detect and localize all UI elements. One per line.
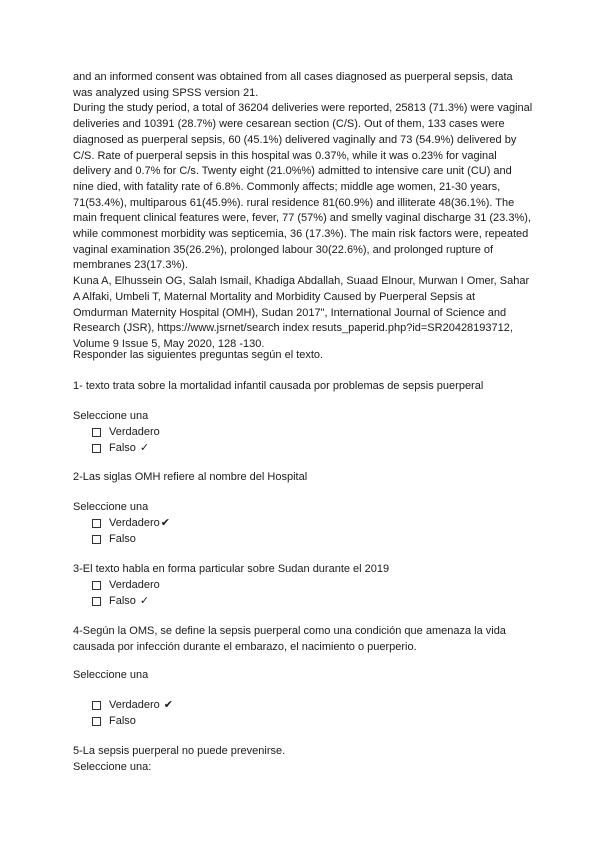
q3-option-falso[interactable] xyxy=(92,594,149,608)
checkbox[interactable] xyxy=(92,444,101,453)
q1-option-falso[interactable] xyxy=(92,441,149,455)
checkbox[interactable] xyxy=(92,701,101,710)
q4-option-falso[interactable] xyxy=(92,714,140,728)
question-2-prompt: Seleccione una xyxy=(73,501,149,513)
checkbox[interactable] xyxy=(92,597,101,606)
study-summary xyxy=(73,70,533,353)
option-label: Falso xyxy=(109,715,136,727)
question-2-text: 2-Las siglas OMH refiere al nombre del Hospital xyxy=(73,471,308,483)
checkbox[interactable] xyxy=(92,581,101,590)
option-label: Falso xyxy=(109,533,136,545)
q1-option-verdadero[interactable] xyxy=(92,425,164,439)
question-1-text: 1- texto trata sobre la mortalidad infantil causada por problemas de sepsis puerperal xyxy=(73,380,484,392)
intro-line-1: and an informed consent was obtained from all cases diagnosed as puerperal sepsis, data xyxy=(73,71,513,83)
question-4-text: 4-Según la OMS, se define la sepsis puerperal como una condición que amenaza la vida causada por infección durante el embarazo, el nacimiento o puerperio. xyxy=(73,625,506,653)
question-4-prompt: Seleccione una xyxy=(73,669,149,681)
option-label: Falso xyxy=(109,595,136,607)
instruction-text: Responder las siguientes preguntas según el texto. xyxy=(73,349,324,361)
checkbox[interactable] xyxy=(92,519,101,528)
q4-option-verdadero[interactable] xyxy=(92,698,173,712)
check-mark-icon: ✔ xyxy=(163,698,173,711)
option-label: Verdadero xyxy=(109,426,160,438)
q2-option-verdadero[interactable] xyxy=(92,516,170,530)
question-5-prompt: Seleccione una: xyxy=(73,761,152,773)
q3-option-verdadero[interactable] xyxy=(92,578,164,592)
question-3-text: 3-El texto habla en forma particular sobre Sudan durante el 2019 xyxy=(73,563,390,575)
checkbox[interactable] xyxy=(92,428,101,437)
check-mark-icon: ✔ xyxy=(160,516,170,529)
q2-option-falso[interactable] xyxy=(92,532,140,546)
intro-line-2: was analyzed using SPSS version 21. xyxy=(73,86,259,99)
results-paragraph: During the study period, a total of 36204 deliveries were reported, 25813 (71.3%) were vaginal deliveries and 10391 (28.7%) were cesarean section (C/S). Out of them, 133 cases were diagnosed as puerperal sepsis, 60 (45.1%) delivered vaginally and 73 (54.9%) delivered by C/S. Rate of puerperal sepsis in this hospital was 0.37%, while it was o.23% for vaginal delivery and 0.7% for C/s. Twenty eight (21.0%%) admitted to intensive care unit (CU) and nine died, with fatality rate of 6.8%. Commonly affects; middle age women, 21-30 years, 71(53.4%), multiparous 61(45.9%). rural residence 81(60.9%) and illiterate 48(36.1%). The main frequent clinical features were, fever, 77 (57%) and smelly vaginal discharge 31 (23.3%), while commonest morbidity was septicemia, 36 (17.3%). The main risk factors were, repeated vaginal examination 35(26.2%), prolonged labour 30(22.6%), and prolonged rupture of membranes 23(17.3%). xyxy=(73,102,533,272)
option-label: Verdadero xyxy=(109,579,160,591)
option-label: Falso xyxy=(109,442,136,454)
question-5-text: 5-La sepsis puerperal no puede prevenirse. xyxy=(73,745,286,757)
option-label: Verdadero xyxy=(109,699,160,711)
checkbox[interactable] xyxy=(92,717,101,726)
question-1-prompt: Seleccione una xyxy=(73,410,149,422)
checkbox[interactable] xyxy=(92,535,101,544)
citation-paragraph: Kuna A, Elhussein OG, Salah Ismail, Khadiga Abdallah, Suaad Elnour, Murwan I Omer, Sahar A Alfaki, Umbeli T, Maternal Mortality and Morbidity Caused by Puerperal Sepsis at Omdurman Maternity Hospital (OMH), Sudan 2017", International Journal of Science and Research (JSR), https://www.jsrnet/search index resuts_paperid.php?id=SR20428193712, Volume 9 Issue 5, May 2020, 128 -130. xyxy=(73,275,530,350)
option-label: Verdadero xyxy=(109,517,160,529)
check-mark-icon: ✓ xyxy=(139,594,150,607)
check-mark-icon: ✓ xyxy=(139,441,150,454)
